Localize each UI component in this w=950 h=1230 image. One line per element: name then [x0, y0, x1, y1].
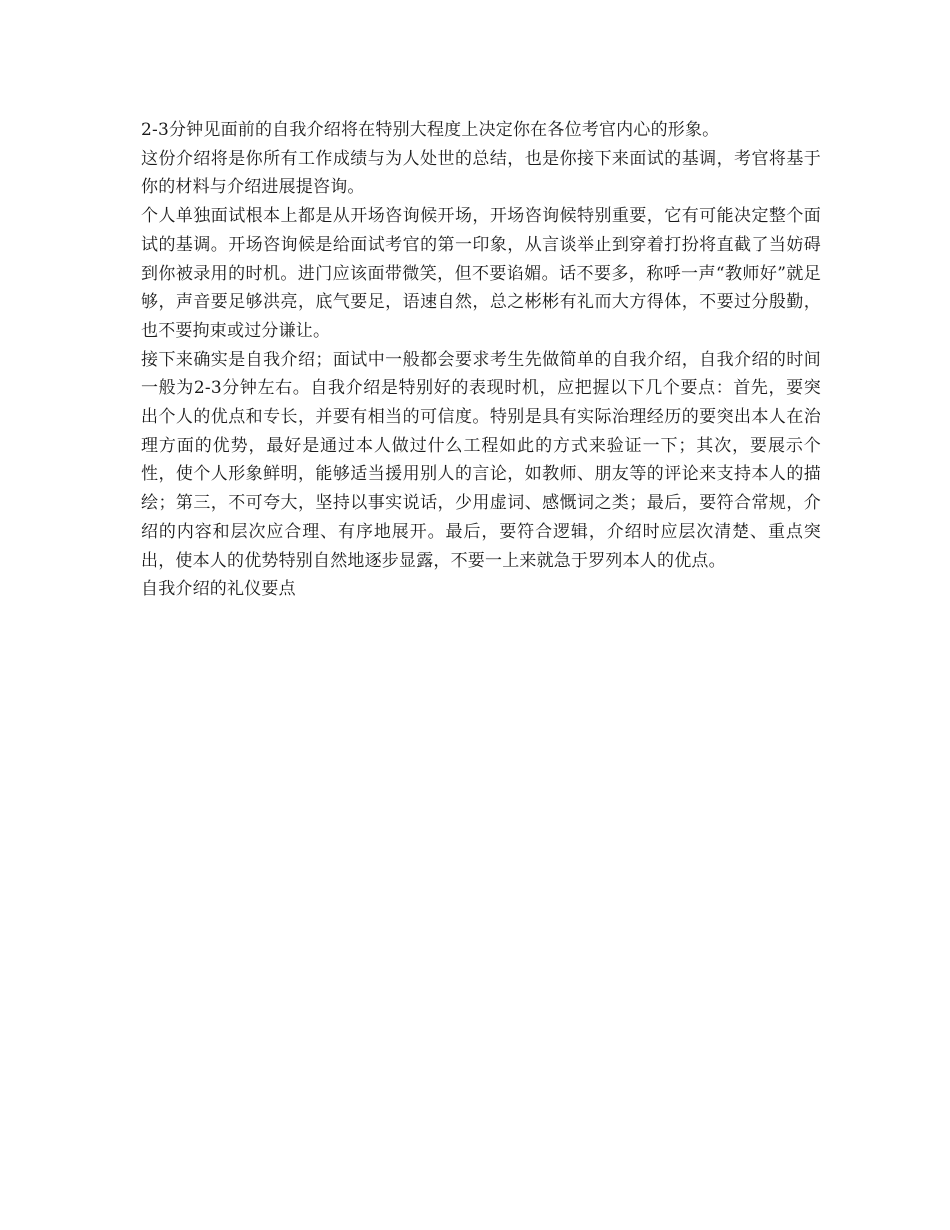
section-heading-etiquette: 自我介绍的礼仪要点	[141, 579, 296, 600]
paragraph-opening: 个人单独面试根本上都是从开场咨询候开场，开场咨询候特别重要，它有可能决定整个面试的基调。开场咨询候是给面试考官的第一印象，从言谈举止到穿着打扮将直截了当妨碍到你被录用的时机。进门应该面带微笑，但不要谄媚。话不要多，称呼一声“教师好”就足够，声音要足够洪亮，底气要足，语速自然，总之彬彬有礼而大方得体，不要过分殷勤，也不要拘束或过分谦让。	[141, 206, 821, 341]
paragraph-summary: 这份介绍将是你所有工作成绩与为人处世的总结，也是你接下来面试的基调，考官将基于你的材料与介绍进展提咨询。	[141, 148, 821, 198]
paragraph-intro: 2-3分钟见面前的自我介绍将在特别大程度上决定你在各位考官内心的形象。	[141, 120, 720, 140]
document-body	[141, 116, 821, 604]
paragraph-self-intro-tips: 接下来确实是自我介绍；面试中一般都会要求考生先做简单的自我介绍，自我介绍的时间一般为2-3分钟左右。自我介绍是特别好的表现时机，应把握以下几个要点：首先，要突出个人的优点和专长，并要有相当的可信度。特别是具有实际治理经历的要突出本人在治理方面的优势，最好是通过本人做过什么工程如此的方式来验证一下；其次，要展示个性，使个人形象鲜明，能够适当援用别人的言论，如教师、朋友等的评论来支持本人的描绘；第三，不可夸大，坚持以事实说话，少用虚词、感慨词之类；最后，要符合常规，介绍的内容和层次应合理、有序地展开。最后，要符合逻辑，介绍时应层次清楚、重点突出，使本人的优势特别自然地逐步显露，不要一上来就急于罗列本人的优点。	[141, 349, 821, 571]
